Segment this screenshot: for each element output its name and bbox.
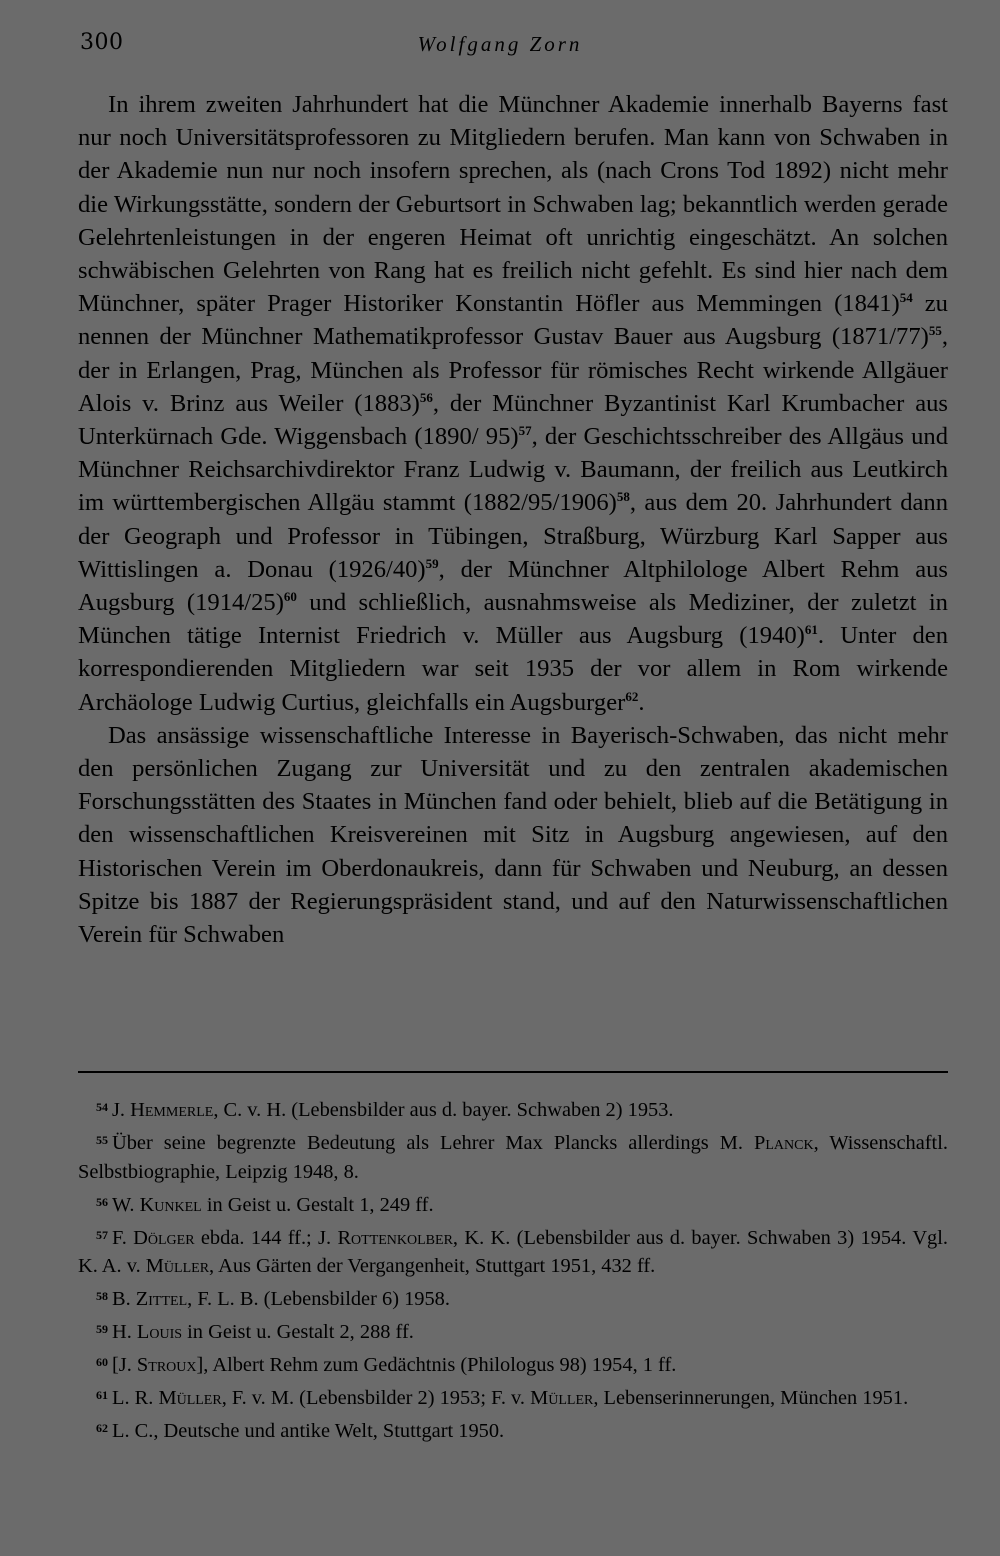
- footnote-ref: 57: [518, 423, 532, 439]
- footnote-text: H.: [112, 1321, 137, 1344]
- text-run: In ihrem zweiten Jahrhundert hat die Münchner Akademie innerhalb Bayerns fast nur noch Universitätsprofessoren zu Mitgliedern berufen. Man kann von Schwaben in der Akademie nun nur noch insofern sprechen, als (nach Crons Tod 1892) nicht mehr die Wirkungsstätte, sondern der Geburtsort in Schwaben lag; bekanntlich werden gerade Gelehrtenleistungen in der engeren Heimat oft unrichtig eingeschätzt. An solchen schwäbischen Gelehrten von Rang hat es freilich nicht gefehlt. Es sind hier nach dem Münchner, später Prager Historiker Konstantin Höfler aus Memmingen (1841): [78, 91, 948, 318]
- footnote-ref: 59: [425, 555, 439, 571]
- footnote-text: , K. K. (Lebensbilder aus d. bayer. Schwaben 3) 1954. Vgl. K. A. v.: [78, 1226, 949, 1278]
- text-run: zu nennen der Münchner Mathematikprofessor Gustav Bauer aus Augsburg (1871/77): [78, 290, 948, 351]
- text-run: , aus dem 20. Jahrhundert dann der Geograph und Professor in Tübingen, Straßburg, Würzburg Karl Sapper aus Wittislingen a. Donau (1926/40): [78, 489, 949, 583]
- footnote-ref: 62: [625, 688, 639, 704]
- author-name: Stroux: [136, 1354, 197, 1377]
- footnote-text: W.: [112, 1193, 140, 1216]
- paragraph-2: Das ansässige wissenschaftliche Interesse in Bayerisch-Schwaben, das nicht mehr den persönlichen Zugang zur Universität und zu den zentralen akademischen Forschungsstätten des Staates in München fand oder behielt, blieb auf die Betätigung in den wissenschaftlichen Kreisvereinen mit Sitz in Augsburg angewiesen, auf den Historischen Verein im Oberdonaukreis, dann für Schwaben und Neuburg, an dessen Spitze bis 1887 der Regierungspräsident stand, und auf den Naturwissenschaftlichen Verein für Schwaben: [78, 721, 948, 949]
- footnote-ref: 56: [419, 389, 433, 405]
- text-run: , der Geschichtsschreiber des Allgäus und Münchner Reichsarchivdirektor Franz Ludwig v. Baumann, der freilich aus Leutkirch im württembergischen Allgäu stammt (1882/95/1906): [78, 423, 948, 517]
- footnote-text: ], Albert Rehm zum Gedächtnis (Philologus 98) 1954, 1 ff.: [196, 1354, 677, 1377]
- footnote-ref: 60: [283, 589, 297, 605]
- footnote-ref: 55: [928, 323, 942, 339]
- footnote-divider: [78, 1071, 948, 1073]
- running-head: Wolfgang Zorn: [417, 32, 583, 56]
- footnote-text: [J.: [112, 1354, 137, 1377]
- main-text: [78, 88, 948, 951]
- author-name: Zittel: [135, 1288, 188, 1311]
- author-name: Planck: [754, 1131, 814, 1154]
- footnote-ref: 54: [899, 290, 913, 306]
- footnote-number: 62: [96, 1421, 108, 1436]
- footnote: [78, 1093, 948, 1125]
- footnote-number: 60: [96, 1355, 108, 1370]
- footnote-ref: 58: [616, 489, 630, 505]
- author-name: Dölger: [133, 1226, 195, 1249]
- footnote: [78, 1126, 948, 1186]
- footnotes: [78, 1093, 948, 1447]
- footnote-text: in Geist u. Gestalt 2, 288 ff.: [182, 1321, 414, 1344]
- text-run: , der Münchner Byzantinist Karl Krumbacher aus Unterkürnach Gde. Wiggensbach (1890/ 95): [78, 389, 948, 451]
- author-name: Müller: [158, 1387, 222, 1410]
- author-name: Müller: [145, 1255, 210, 1278]
- page-number: 300: [80, 30, 124, 55]
- text-run: , der Münchner Altphilologe Albert Rehm aus Augsburg (1914/25): [78, 555, 948, 617]
- footnote-text: L. C., Deutsche und antike Welt, Stuttgart 1950.: [112, 1420, 505, 1443]
- footnote-text: , C. v. H. (Lebensbilder aus d. bayer. Schwaben 2) 1953.: [213, 1099, 674, 1121]
- footnote: [78, 1315, 948, 1347]
- author-name: Louis: [136, 1321, 183, 1344]
- footnote-number: 59: [96, 1322, 108, 1337]
- footnote: [78, 1381, 948, 1413]
- footnote-text: , F. L. B. (Lebensbilder 6) 1958.: [187, 1288, 450, 1311]
- footnote-text: in Geist u. Gestalt 1, 249 ff.: [201, 1193, 434, 1216]
- footnote-number: 58: [96, 1289, 108, 1304]
- footnote-text: , F. v. M. (Lebensbilder 2) 1953; F. v.: [221, 1387, 531, 1410]
- footnote: [78, 1221, 948, 1281]
- footnote-text: L. R.: [112, 1387, 159, 1410]
- footnote: [78, 1414, 948, 1446]
- footnote: [78, 1348, 948, 1380]
- author-name: Hemmerle: [130, 1099, 214, 1121]
- footnote-ref: 61: [804, 622, 818, 638]
- text-run: , der in Erlangen, Prag, München als Professor für römisches Recht wirkende Allgäuer Alois v. Brinz aus Weiler (1883): [78, 323, 948, 417]
- footnote-text: , Lebenserinnerungen, München 1951.: [593, 1387, 909, 1410]
- footnote-number: 54: [96, 1100, 108, 1114]
- footnote-number: 55: [96, 1132, 108, 1147]
- footnote-text: B.: [112, 1288, 136, 1311]
- footnote-text: , Aus Gärten der Vergangenheit, Stuttgart 1951, 432 ff.: [209, 1255, 656, 1278]
- text-run: . Unter den korrespondierenden Mitgliedern war seit 1935 der vor allem in Rom wirkende Archäologe Ludwig Curtius, gleichfalls ein Augsburger: [78, 622, 949, 716]
- text-run: und schließlich, ausnahmsweise als Mediziner, der zuletzt in München tätige Internist Friedrich v. Müller aus Augsburg (1940): [78, 589, 948, 650]
- footnote-number: 56: [96, 1194, 108, 1209]
- footnote-text: ebda. 144 ff.; J.: [194, 1226, 338, 1249]
- footnote-text: , Wissenschaftl. Selbstbiographie, Leipzig 1948, 8.: [78, 1131, 948, 1183]
- author-name: Kunkel: [139, 1193, 202, 1216]
- footnote-text: F.: [112, 1226, 134, 1249]
- footnote-text: Über seine begrenzte Bedeutung als Lehrer Max Plancks allerdings M.: [112, 1131, 754, 1154]
- author-name: Rottenkolber: [337, 1226, 453, 1249]
- footnote-number: 57: [96, 1227, 108, 1242]
- footnote: [78, 1282, 948, 1314]
- paragraph-1: [78, 88, 948, 719]
- footnote-number: 61: [96, 1388, 108, 1403]
- text-run: .: [638, 688, 645, 716]
- author-name: Müller: [530, 1387, 594, 1410]
- footnote-text: J.: [112, 1099, 131, 1121]
- footnote: [78, 1188, 948, 1220]
